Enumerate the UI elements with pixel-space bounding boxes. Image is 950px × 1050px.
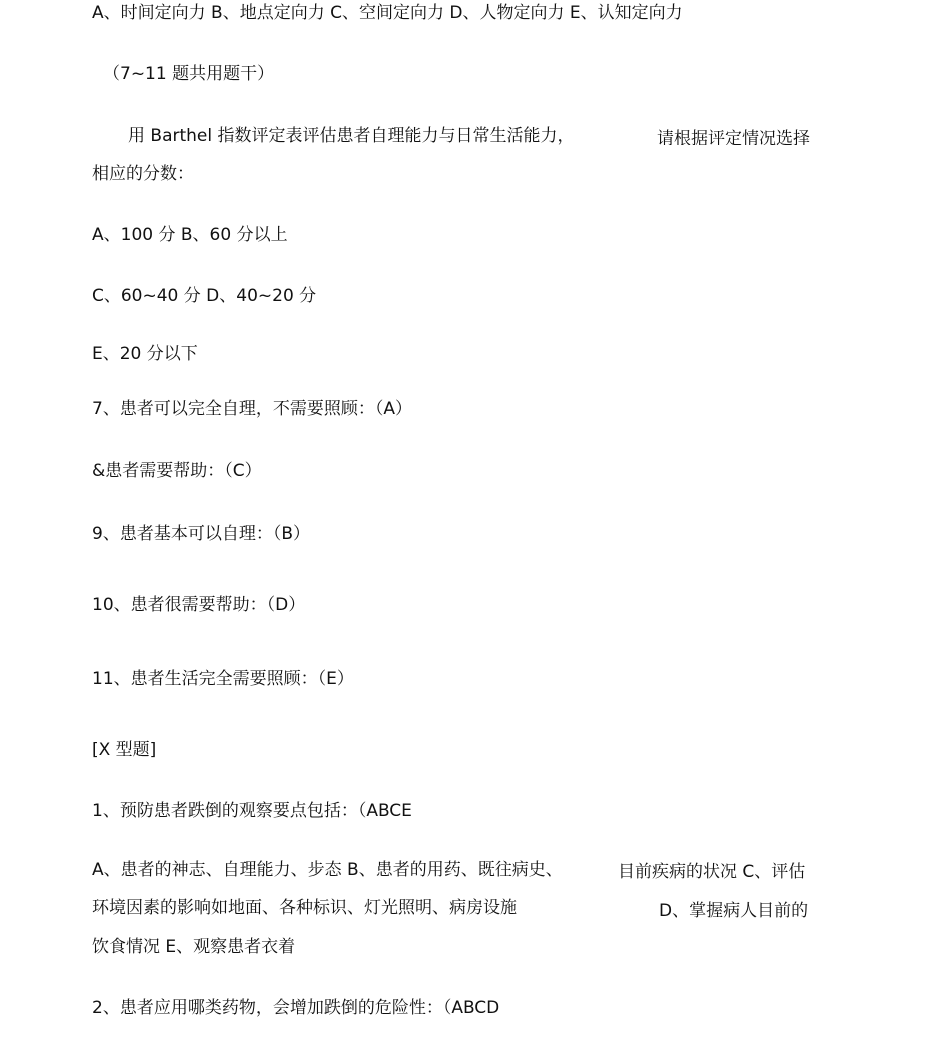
question-10: 10、患者很需要帮助：（D） — [92, 595, 306, 615]
x-question-1-options-line1: A、患者的神志、自理能力、步态 B、患者的用药、既往病史、 — [92, 860, 563, 880]
orientation-options: A、时间定向力 B、地点定向力 C、空间定向力 D、人物定向力 E、认知定向力 — [92, 3, 683, 23]
x-type-section-heading: [X 型题] — [92, 740, 157, 760]
x-question-1: 1、预防患者跌倒的观察要点包括：（ABCE — [92, 801, 412, 821]
x-question-2: 2、患者应用哪类药物，会增加跌倒的危险性：（ABCD — [92, 998, 500, 1018]
x-question-1-options-line2: 环境因素的影响如地面、各种标识、灯光照明、病房设施 — [92, 898, 517, 918]
x-question-1-options-line2-right: D、掌握病人目前的 — [659, 901, 809, 921]
question-stem-part3: 相应的分数： — [92, 164, 194, 184]
question-stem-part2: 请根据评定情况选择 — [657, 129, 810, 145]
question-9: 9、患者基本可以自理：（B） — [92, 524, 310, 544]
option-e: E、20 分以下 — [92, 344, 198, 364]
x-question-1-options-line3: 饮食情况 E、观察患者衣着 — [92, 937, 296, 957]
question-7: 7、患者可以完全自理，不需要照顾：（A） — [92, 399, 412, 419]
question-11: 11、患者生活完全需要照顾：（E） — [92, 669, 354, 689]
x-question-1-options-line1-right: 目前疾病的状况 C、评估 — [618, 862, 806, 882]
group-header: （7~11 题共用题干） — [103, 64, 275, 84]
option-a-b: A、100 分 B、60 分以上 — [92, 225, 288, 245]
question-stem-part1: 用 Barthel 指数评定表评估患者自理能力与日常生活能力， — [128, 126, 575, 146]
question-8: &患者需要帮助：（C） — [92, 461, 262, 481]
option-c-d: C、60~40 分 D、40~20 分 — [92, 286, 317, 306]
